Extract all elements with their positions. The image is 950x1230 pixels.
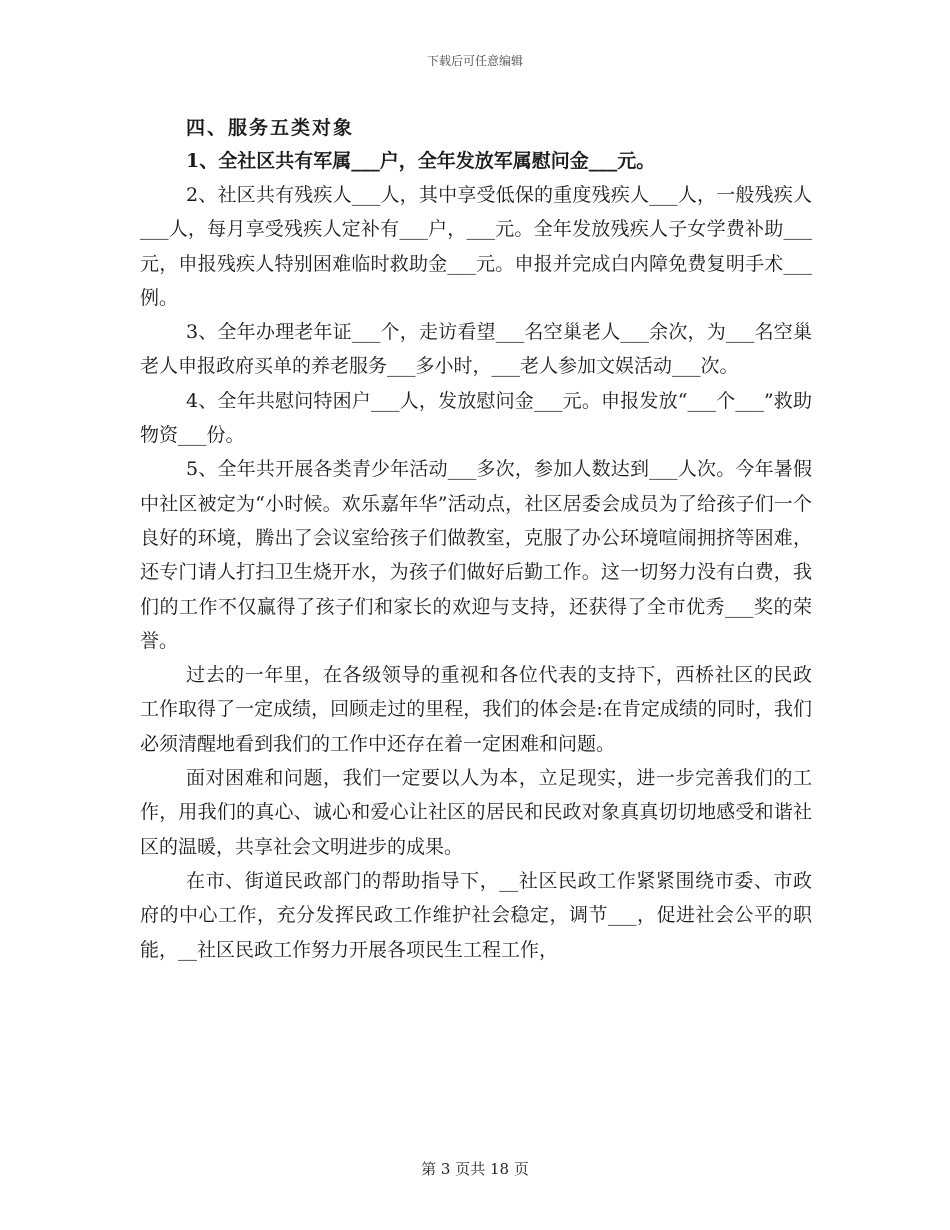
paragraph-8: 在市、街道民政部门的帮助指导下，__社区民政工作紧紧围绕市委、市政府的中心工作，充分发挥民政工作维护社会稳定，调节___，促进社会公平的职能，__社区民政工作努力开展各项民生工程工作， — [140, 869, 812, 961]
paragraph-3: 3、全年办理老年证___个，走访看望___名空巢老人___余次，为___名空巢老人申报政府买单的养老服务___多小时，___老人参加文娱活动___次。 — [140, 321, 812, 378]
paragraph-6: 过去的一年里，在各级领导的重视和各位代表的支持下，西桥社区的民政工作取得了一定成绩，回顾走过的里程，我们的体会是:在肯定成绩的同时，我们必须清醒地看到我们的工作中还存在着一定困难和问题。 — [140, 664, 812, 755]
page-header: 下载后可任意编辑 — [426, 54, 523, 68]
paragraph-1: 1、全社区共有军属___户，全年发放军属慰问金___元。 — [186, 150, 656, 172]
paragraph-2: 2、社区共有残疾人___人，其中享受低保的重度残疾人___人，一般残疾人___人，每月享受残疾人定补有___户，___元。全年发放残疾人子女学费补助___元，申报残疾人特别困难临时救助金___元。申报并完成白内障免费复明手术___例。 — [140, 184, 812, 309]
paragraph-7: 面对困难和问题，我们一定要以人为本，立足现实，进一步完善我们的工作，用我们的真心、诚心和爱心让社区的居民和民政对象真真切切地感受和谐社区的温暖，共享社会文明进步的成果。 — [140, 767, 812, 858]
paragraph-4: 4、全年共慰问特困户___人，发放慰问金___元。申报发放“___个___”救助物资___份。 — [140, 389, 812, 447]
page-number: 第 3 页共 18 页 — [421, 1160, 529, 1178]
paragraph-5: 5、全年共开展各类青少年活动___多次，参加人数达到___人次。今年暑假中社区被定为“小时候。欢乐嘉年华”活动点，社区居委会成员为了给孩子们一个良好的环境，腾出了会议室给孩子们做教室，克服了办公环境喧闹拥挤等困难，还专门请人打扫卫生烧开水，为孩子们做好后勤工作。这一切努力没有白费，我们的工作不仅赢得了孩子们和家长的欢迎与支持，还获得了全市优秀___奖的荣誉。 — [140, 458, 812, 652]
document-body — [140, 112, 812, 967]
section-title: 四、服务五类对象 — [186, 117, 355, 139]
